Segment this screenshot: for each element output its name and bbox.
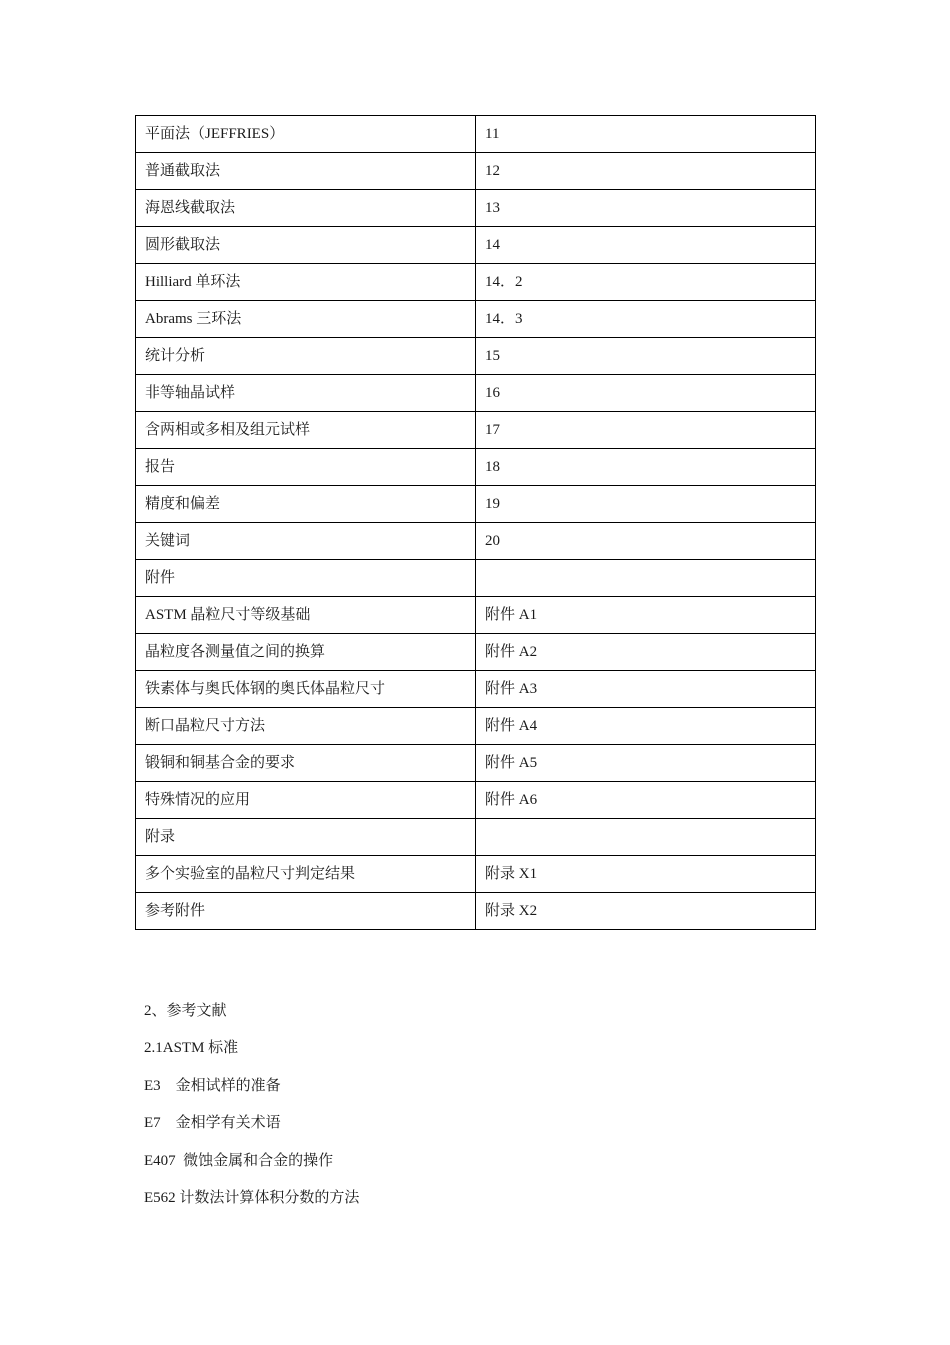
table-row bbox=[136, 116, 816, 153]
table-cell-item: 精度和偏差 bbox=[136, 486, 476, 523]
table-row bbox=[136, 819, 816, 856]
table-cell-section: 17 bbox=[476, 412, 816, 449]
table-cell-item: 特殊情况的应用 bbox=[136, 782, 476, 819]
table-cell-section: 13 bbox=[476, 190, 816, 227]
table-cell-section: 附件 A6 bbox=[476, 782, 816, 819]
table-row bbox=[136, 856, 816, 893]
table-cell-section: 12 bbox=[476, 153, 816, 190]
table-cell-item: 附录 bbox=[136, 819, 476, 856]
table-row bbox=[136, 708, 816, 745]
contents-table bbox=[135, 115, 816, 930]
table-cell-section: 附录 X2 bbox=[476, 893, 816, 930]
table-cell-section bbox=[476, 819, 816, 856]
table-cell-item: 锻铜和铜基合金的要求 bbox=[136, 745, 476, 782]
table-row bbox=[136, 523, 816, 560]
table-row bbox=[136, 301, 816, 338]
table-cell-item: 参考附件 bbox=[136, 893, 476, 930]
table-row bbox=[136, 375, 816, 412]
table-row bbox=[136, 449, 816, 486]
table-cell-item: 非等轴晶试样 bbox=[136, 375, 476, 412]
table-cell-section: 20 bbox=[476, 523, 816, 560]
table-cell-item: 普通截取法 bbox=[136, 153, 476, 190]
table-cell-item: 晶粒度各测量值之间的换算 bbox=[136, 634, 476, 671]
table-cell-section: 14．2 bbox=[476, 264, 816, 301]
table-cell-section: 附件 A5 bbox=[476, 745, 816, 782]
table-cell-section: 14 bbox=[476, 227, 816, 264]
table-row bbox=[136, 153, 816, 190]
table-cell-item: 圆形截取法 bbox=[136, 227, 476, 264]
table-cell-section: 附录 X1 bbox=[476, 856, 816, 893]
table-row bbox=[136, 190, 816, 227]
table-cell-section: 16 bbox=[476, 375, 816, 412]
reference-item: E562 计数法计算体积分数的方法 bbox=[144, 1189, 360, 1206]
table-cell-item: Abrams 三环法 bbox=[136, 301, 476, 338]
references-section bbox=[144, 1000, 804, 1224]
table-row bbox=[136, 560, 816, 597]
table-cell-section bbox=[476, 560, 816, 597]
reference-item: E7 金相学有关术语 bbox=[144, 1115, 281, 1132]
table-cell-section: 18 bbox=[476, 449, 816, 486]
table-cell-item: 平面法（JEFFRIES） bbox=[136, 116, 476, 153]
table-cell-item: 含两相或多相及组元试样 bbox=[136, 412, 476, 449]
table-cell-item: 断口晶粒尺寸方法 bbox=[136, 708, 476, 745]
table-row bbox=[136, 634, 816, 671]
table-cell-item: ASTM 晶粒尺寸等级基础 bbox=[136, 597, 476, 634]
table-row bbox=[136, 671, 816, 708]
table-cell-item: 海恩线截取法 bbox=[136, 190, 476, 227]
table-cell-item: 关键词 bbox=[136, 523, 476, 560]
table-row bbox=[136, 597, 816, 634]
astm-standards-subheading: 2.1ASTM 标准 bbox=[144, 1040, 239, 1057]
table-cell-item: 附件 bbox=[136, 560, 476, 597]
table-cell-section: 11 bbox=[476, 116, 816, 153]
table-cell-section: 15 bbox=[476, 338, 816, 375]
table-cell-section: 附件 A3 bbox=[476, 671, 816, 708]
table-row bbox=[136, 486, 816, 523]
table-cell-item: 报告 bbox=[136, 449, 476, 486]
reference-item: E407 微蚀金属和合金的操作 bbox=[144, 1152, 334, 1169]
table-row bbox=[136, 745, 816, 782]
table-row bbox=[136, 227, 816, 264]
table-row bbox=[136, 412, 816, 449]
table-row bbox=[136, 338, 816, 375]
contents-table-body bbox=[136, 116, 816, 930]
table-row bbox=[136, 264, 816, 301]
table-cell-section: 19 bbox=[476, 486, 816, 523]
table-cell-section: 附件 A2 bbox=[476, 634, 816, 671]
table-cell-item: 多个实验室的晶粒尺寸判定结果 bbox=[136, 856, 476, 893]
table-row bbox=[136, 893, 816, 930]
table-cell-item: 统计分析 bbox=[136, 338, 476, 375]
references-heading: 2、参考文献 bbox=[144, 1003, 227, 1019]
table-cell-section: 14．3 bbox=[476, 301, 816, 338]
table-cell-item: 铁素体与奥氏体钢的奥氏体晶粒尺寸 bbox=[136, 671, 476, 708]
table-cell-item: Hilliard 单环法 bbox=[136, 264, 476, 301]
reference-item: E3 金相试样的准备 bbox=[144, 1077, 281, 1094]
table-cell-section: 附件 A4 bbox=[476, 708, 816, 745]
table-cell-section: 附件 A1 bbox=[476, 597, 816, 634]
table-row bbox=[136, 782, 816, 819]
